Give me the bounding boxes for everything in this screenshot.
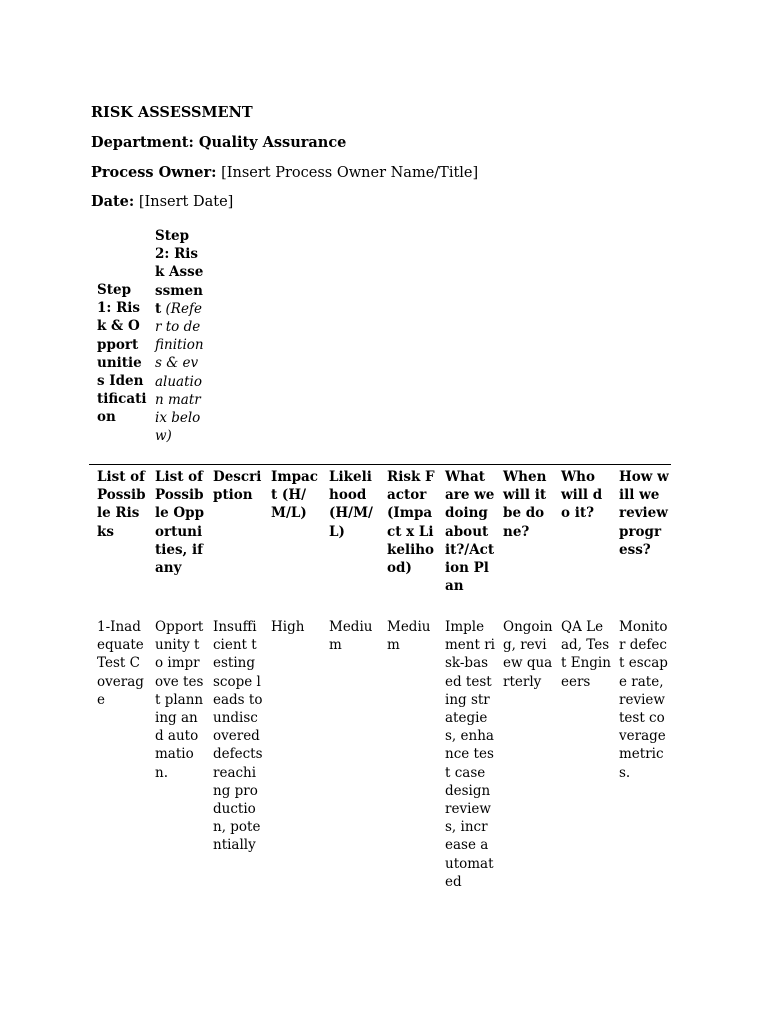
row1-opportunity: Opportunity to improve test planning and automation. xyxy=(155,619,204,781)
step1-heading xyxy=(97,281,147,427)
step2-label: Step 2: Risk Assessment xyxy=(155,228,204,317)
header-description: Description xyxy=(213,469,262,504)
header-who: Who will do it? xyxy=(561,469,603,522)
row1-action-plan: Implement risk-based testing strategies, enhance test case design reviews, increase automated xyxy=(445,619,495,890)
process-owner-line xyxy=(91,164,478,181)
document-title: RISK ASSESSMENT xyxy=(91,104,253,121)
step2-note: (Refer to definitions & evaluation matrix below) xyxy=(155,300,204,445)
row1-likelihood: Medium xyxy=(329,619,373,654)
row1-review: Monitor defect escape rate, review test coverage metrics. xyxy=(619,619,668,781)
header-possible-opportunities: List of Possible Opportunities, if any xyxy=(155,469,205,577)
header-possible-risks: List of Possible Risks xyxy=(97,469,146,540)
department-line: Department: Quality Assurance xyxy=(91,134,347,151)
step1-label: Step 1: Risk & Opportunities Identification xyxy=(97,282,147,426)
header-risk-factor: Risk Factor (Impact x Likelihood) xyxy=(387,469,435,577)
header-review-progress: How will we review progress? xyxy=(619,469,669,558)
row1-risk-factor: Medium xyxy=(387,619,431,654)
date-line xyxy=(91,193,233,210)
row1-who: QA Lead, Test Engineers xyxy=(561,619,611,690)
row1-impact: High xyxy=(271,619,305,635)
date-label: Date: xyxy=(91,193,135,210)
header-when: When will it be done? xyxy=(503,469,547,540)
process-owner-value: [Insert Process Owner Name/Title] xyxy=(216,165,479,181)
step2-heading xyxy=(155,227,205,445)
row1-risk: 1-Inadequate Test Coverage xyxy=(97,619,144,708)
row1-when: Ongoing, review quarterly xyxy=(503,619,553,690)
row1-description: Insufficient testing scope leads to undiscovered defects reaching production, potentially xyxy=(213,619,263,854)
header-action-plan: What are we doing about it?/Action Plan xyxy=(445,469,495,595)
process-owner-label: Process Owner: xyxy=(91,164,217,181)
header-impact: Impact (H/M/L) xyxy=(271,469,319,522)
header-divider xyxy=(89,464,671,465)
date-value: [Insert Date] xyxy=(134,194,234,210)
header-likelihood: Likelihood (H/M/L) xyxy=(329,469,373,540)
